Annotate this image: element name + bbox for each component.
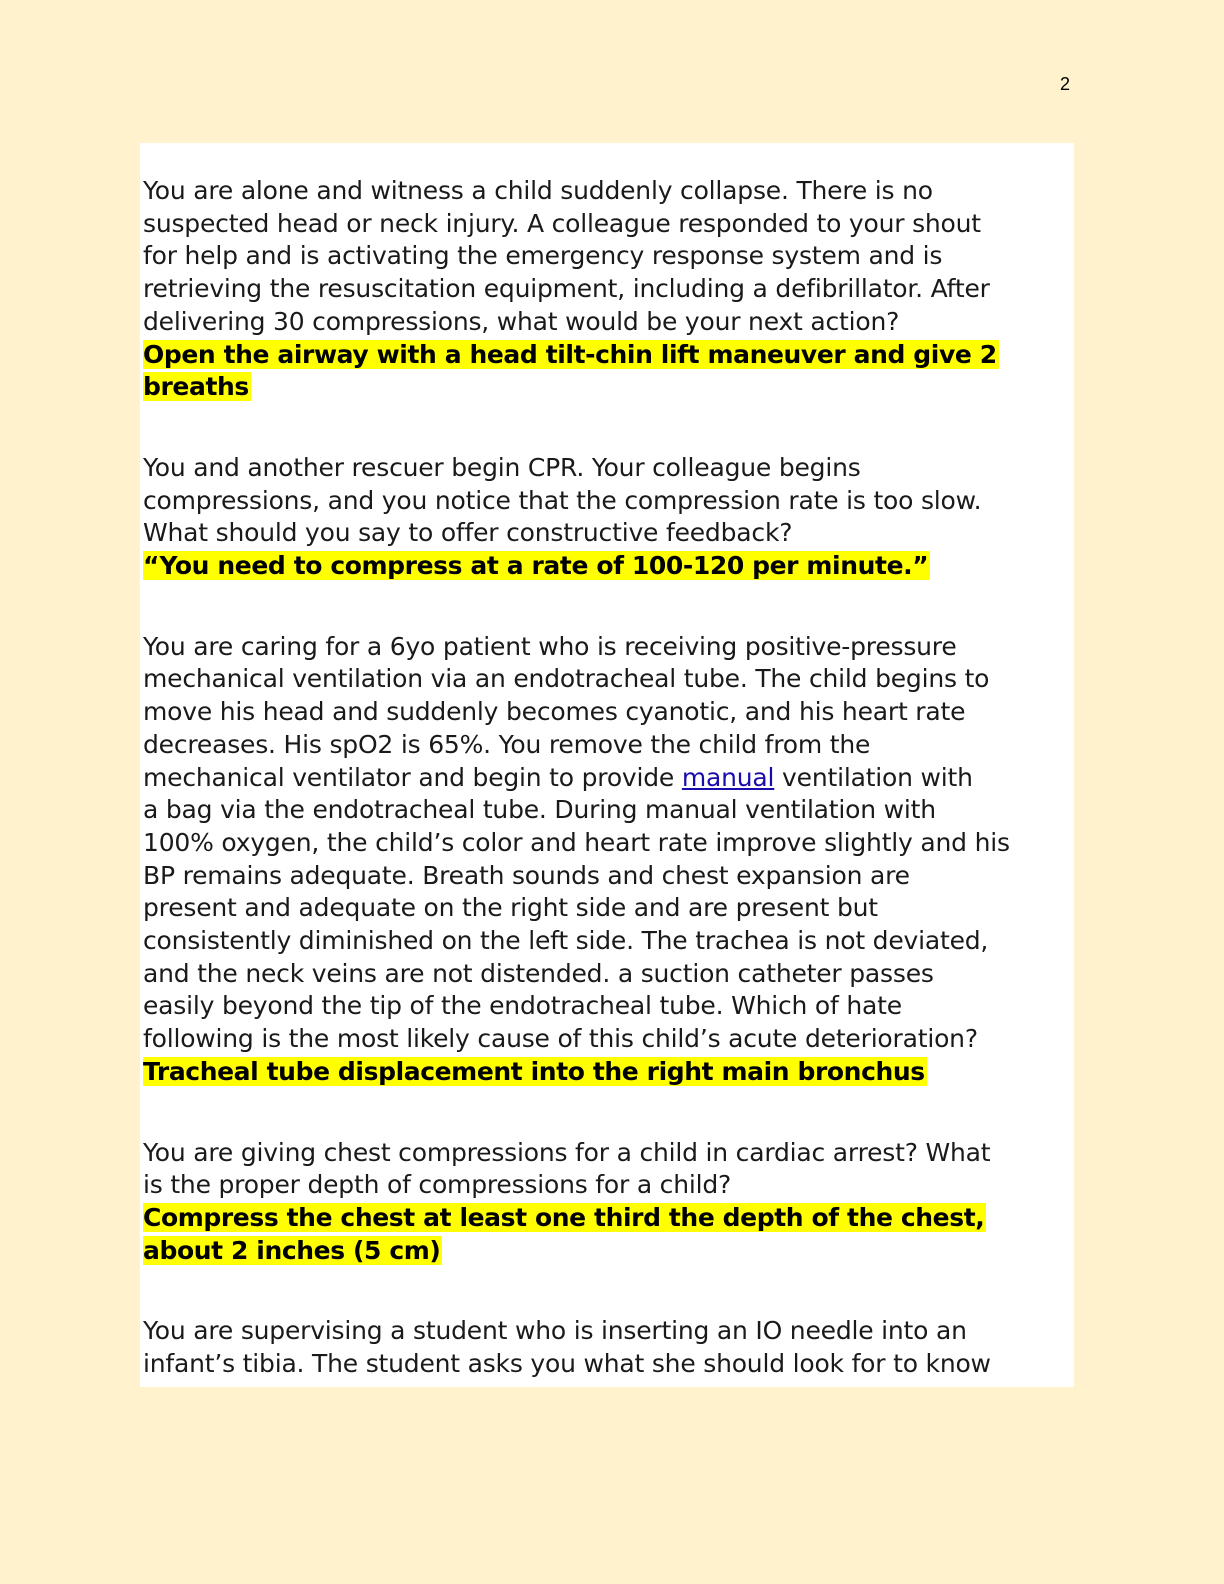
question-block-3	[143, 631, 1074, 1089]
answer-highlight: “You need to compress at a rate of 100-120 per minute.”	[143, 551, 929, 581]
question-line: mechanical ventilation via an endotracheal tube. The child begins to	[143, 664, 990, 694]
question-line: You are caring for a 6yo patient who is receiving positive-pressure	[143, 631, 957, 661]
page-number: 2	[1060, 74, 1071, 94]
question-line: You are supervising a student who is inserting an IO needle into an	[143, 1316, 967, 1346]
question-block-2	[143, 452, 1074, 583]
manual-link[interactable]: manual	[681, 762, 775, 792]
answer-highlight: breaths	[143, 372, 249, 402]
question-line: present and adequate on the right side and are present but	[143, 893, 878, 923]
question-line: infant’s tibia. The student asks you what she should look for to know	[143, 1349, 991, 1379]
answer-line	[143, 339, 1074, 372]
paragraph-gap	[143, 1267, 1074, 1315]
answer-line	[143, 1202, 1074, 1235]
question-line: suspected head or neck injury. A colleague responded to your shout	[143, 208, 981, 238]
answer-highlight: Compress the chest at least one third the depth of the chest,	[143, 1202, 985, 1232]
question-block-4	[143, 1137, 1074, 1268]
answer-line	[143, 550, 1074, 583]
question-line: for help and is activating the emergency response system and is	[143, 241, 943, 271]
question-line-with-link	[143, 762, 1074, 795]
question-line: and the neck veins are not distended. a suction catheter passes	[143, 958, 934, 988]
question-line: You and another rescuer begin CPR. Your colleague begins	[143, 452, 861, 482]
answer-line	[143, 1056, 1074, 1089]
question-line: You are giving chest compressions for a child in cardiac arrest? What	[143, 1137, 991, 1167]
link-line-prefix: mechanical ventilator and begin to provide	[143, 762, 682, 792]
question-line: 100% oxygen, the child’s color and heart rate improve slightly and his	[143, 827, 1010, 857]
paragraph-gap	[143, 583, 1074, 631]
question-block-1	[143, 175, 1074, 404]
answer-highlight: Tracheal tube displacement into the right main bronchus	[143, 1056, 925, 1086]
question-line: easily beyond the tip of the endotracheal tube. Which of hate	[143, 991, 902, 1021]
answer-line	[143, 371, 1074, 404]
question-line: delivering 30 compressions, what would be your next action?	[143, 306, 900, 336]
question-line: a bag via the endotracheal tube. During manual ventilation with	[143, 795, 936, 825]
question-line: What should you say to offer constructive feedback?	[143, 518, 793, 548]
question-line: following is the most likely cause of this child’s acute deterioration?	[143, 1024, 978, 1054]
question-line: compressions, and you notice that the compression rate is too slow.	[143, 485, 982, 515]
paragraph-gap	[143, 404, 1074, 452]
question-line: retrieving the resuscitation equipment, including a defibrillator. After	[143, 274, 990, 304]
paragraph-gap	[143, 1089, 1074, 1137]
question-line: You are alone and witness a child suddenly collapse. There is no	[143, 176, 933, 205]
answer-highlight: Open the airway with a head tilt-chin lift maneuver and give 2	[143, 339, 997, 369]
question-block-5	[143, 1315, 1074, 1380]
link-line-suffix: ventilation with	[774, 762, 973, 792]
question-line: is the proper depth of compressions for a child?	[143, 1170, 732, 1200]
question-line: BP remains adequate. Breath sounds and chest expansion are	[143, 860, 910, 890]
question-line: consistently diminished on the left side. The trachea is not deviated,	[143, 926, 989, 956]
question-line: decreases. His spO2 is 65%. You remove the child from the	[143, 729, 871, 759]
answer-highlight: about 2 inches (5 cm)	[143, 1235, 441, 1265]
question-line: move his head and suddenly becomes cyanotic, and his heart rate	[143, 697, 966, 727]
answer-line	[143, 1235, 1074, 1268]
document-content	[140, 143, 1074, 1387]
